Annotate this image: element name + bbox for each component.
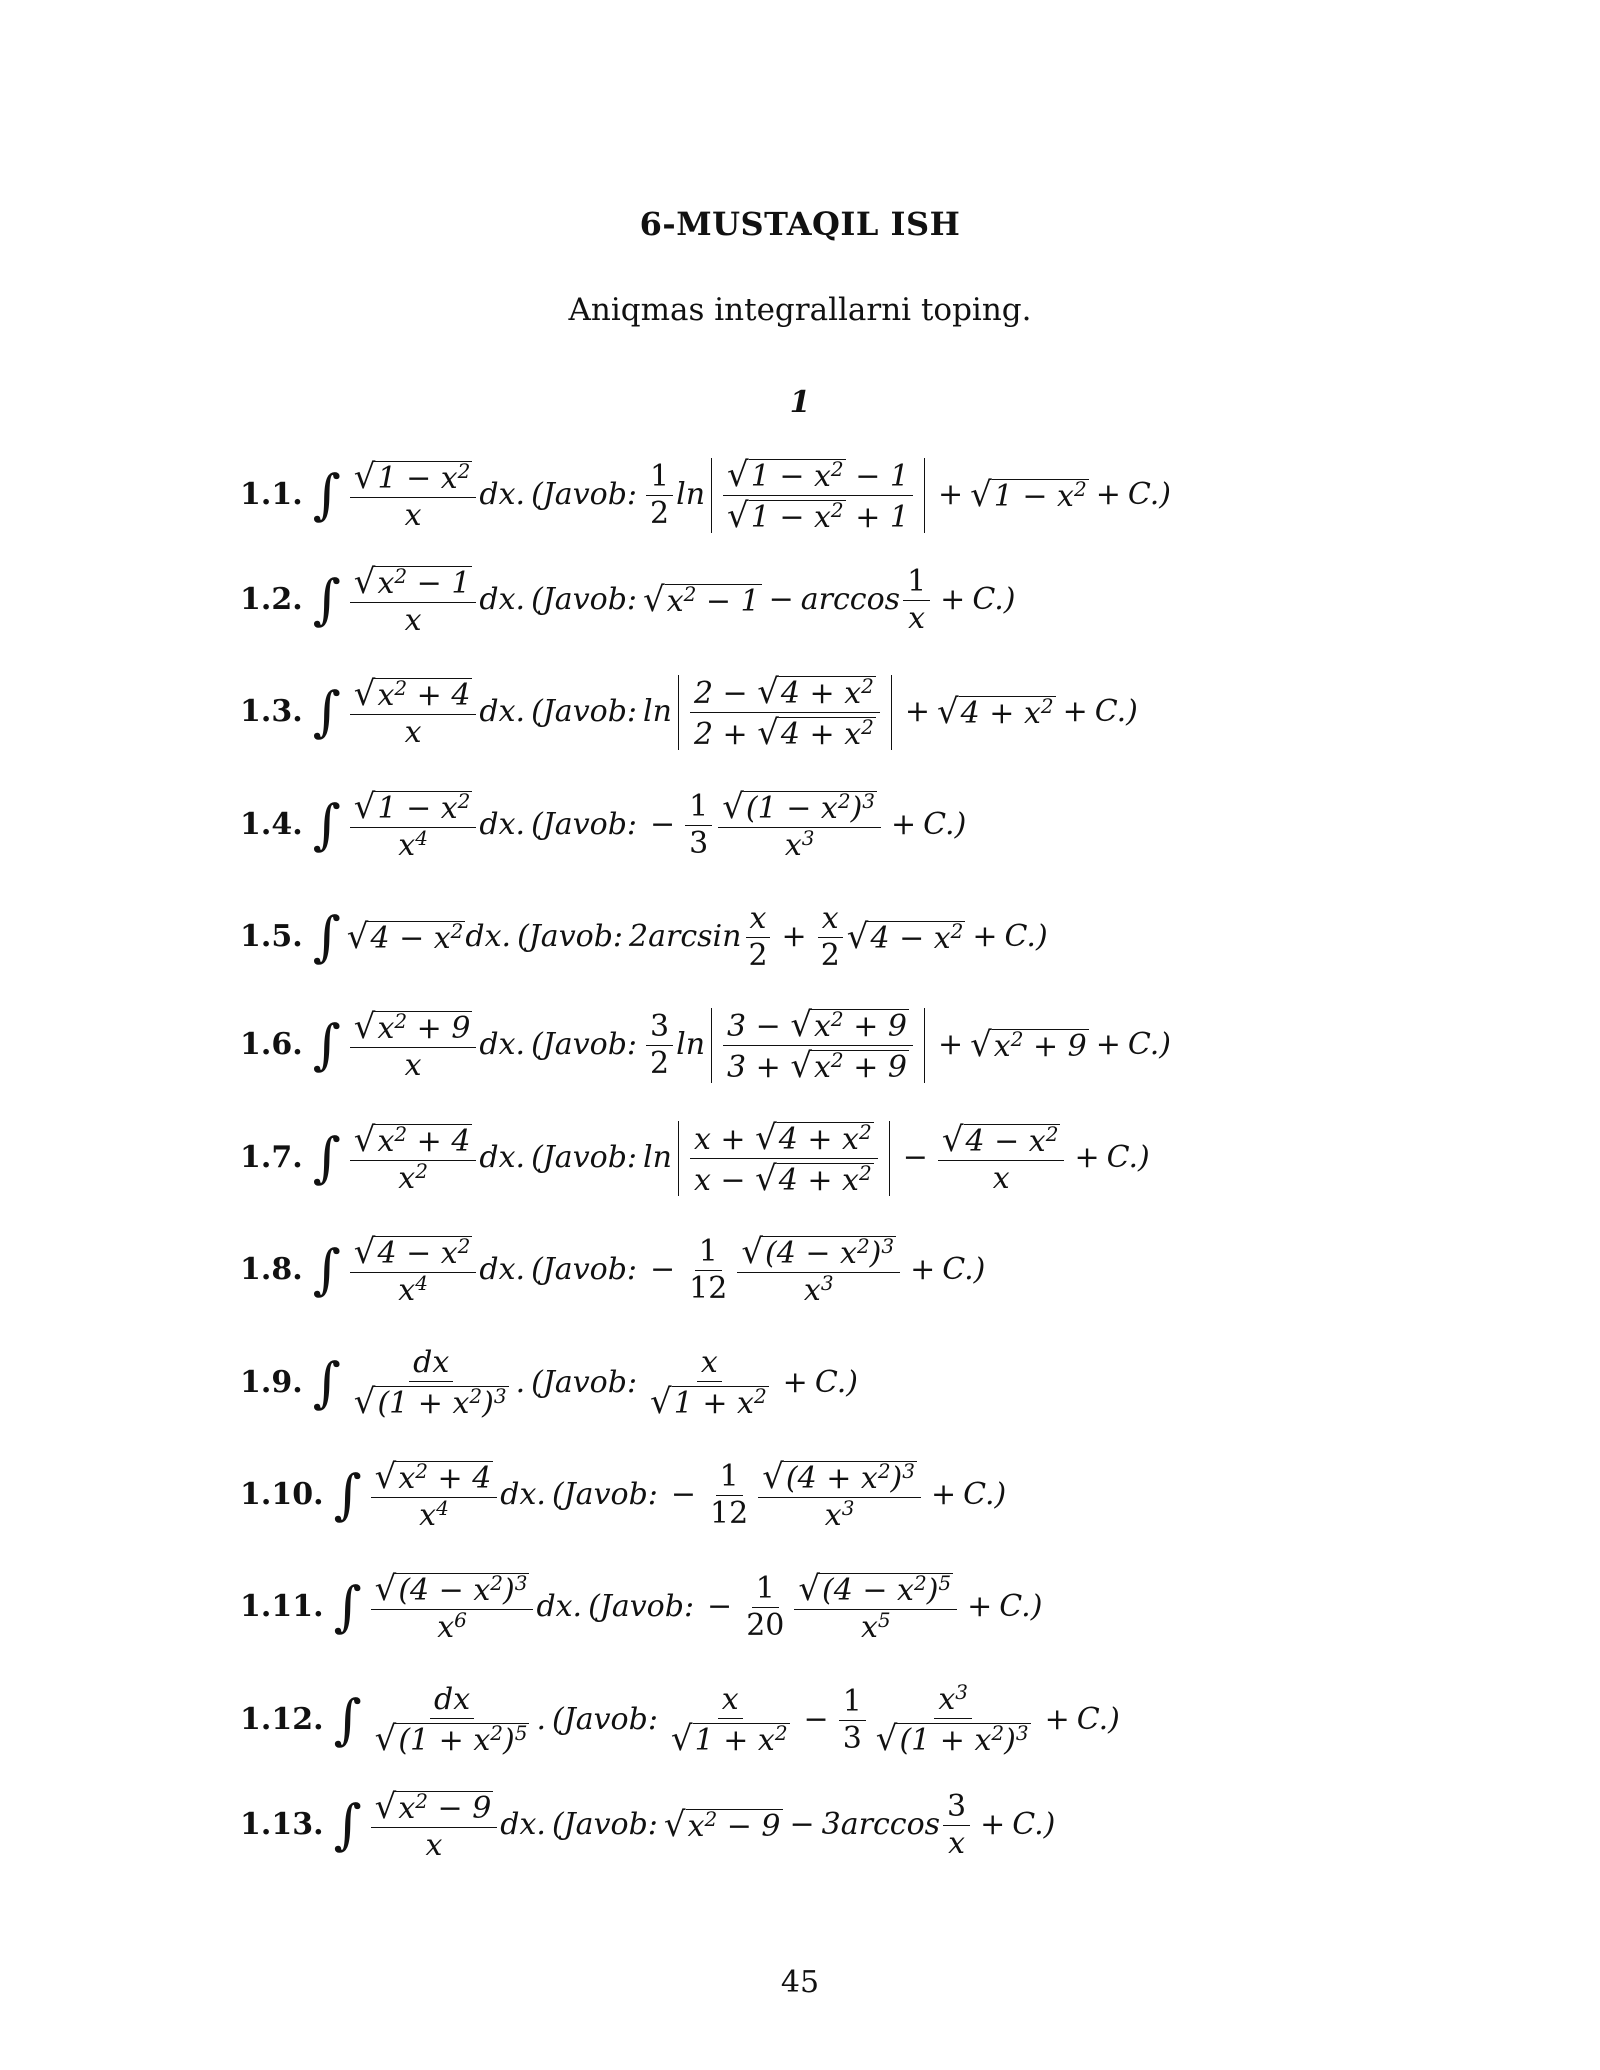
problem-number: 1.9. bbox=[240, 1365, 303, 1400]
integral-expression: ∫ √ $4 - x^2$ dx. (Javob: 2arcsin $\frac{x}{2}$ + $\frac{x}{2}$ √ $4 - x^2$ + C.) bbox=[312, 900, 1048, 973]
integral-expression: ∫ √ $x^2 - 9$ x dx. (Javob: √ $x^2 - 9$ − 3arccos $\frac{3}{x}$ + C.) bbox=[333, 1786, 1056, 1863]
answer-label: (Javob: bbox=[517, 919, 624, 954]
integral-expression: ∫ √ $x^2 + 4$ $x^4$ dx. (Javob: − $\frac{1}{12}$ √ $(4 + x^2)^3$ $x^3$ + C.) bbox=[333, 1456, 1007, 1533]
problem-1-3 bbox=[240, 672, 1138, 752]
problem-number: 1.1. bbox=[240, 477, 303, 512]
problem-1-4 bbox=[240, 785, 966, 865]
integral-expression: ∫ √ $x^2 + 4$ x dx. (Javob: ln 2 − √ $4 + x^2$ 2 + √ $4 + x^2$ + √ $4 + x^2$ + C.) bbox=[312, 671, 1138, 753]
instruction-text: Aniqmas integrallarni toping. bbox=[568, 292, 1032, 328]
problem-number: 1.12. bbox=[240, 1702, 324, 1737]
answer-label: (Javob: bbox=[531, 582, 638, 617]
problem-1-2 bbox=[240, 560, 1015, 640]
problem-1-1 bbox=[240, 455, 1171, 535]
answer-label: (Javob: bbox=[531, 1027, 638, 1062]
problem-1-7 bbox=[240, 1118, 1150, 1198]
answer-label: (Javob: bbox=[531, 1140, 638, 1175]
integral-expression: ∫ √ $1 - x^2$ $x^4$ dx. (Javob: − $\frac{1}{3}$ √ $(1 - x^2)^3$ $x^3$ + C.) bbox=[312, 786, 967, 863]
problem-number: 1.6. bbox=[240, 1027, 303, 1062]
integral-expression: ∫ √ $x^2 - 1$ x dx. (Javob: √ $x^2 - 1$ − arccos $\frac{1}{x}$ + C.) bbox=[312, 561, 1016, 638]
integral-expression: ∫ √ $(4 - x^2)^3$ $x^6$ dx. (Javob: − $\frac{1}{20}$ √ $(4 - x^2)^5$ $x^5$ + C.) bbox=[333, 1568, 1043, 1645]
answer-label: (Javob: bbox=[551, 1702, 658, 1737]
answer-label: (Javob: bbox=[588, 1589, 695, 1624]
problem-number: 1.7. bbox=[240, 1140, 303, 1175]
problem-number: 1.3. bbox=[240, 694, 303, 729]
integral-expression: ∫ dx √ $(1 + x^2)^3$ . (Javob: x √ $1 + x^2$ + C.) bbox=[312, 1344, 858, 1422]
answer-label: (Javob: bbox=[531, 1365, 638, 1400]
problem-number: 1.5. bbox=[240, 919, 303, 954]
problem-number: 1.10. bbox=[240, 1477, 324, 1512]
problem-1-6 bbox=[240, 1005, 1171, 1085]
section-number: 1 bbox=[789, 385, 811, 420]
answer-label: (Javob: bbox=[531, 477, 638, 512]
answer-label: (Javob: bbox=[531, 807, 638, 842]
problem-1-9 bbox=[240, 1343, 858, 1423]
problem-number: 1.2. bbox=[240, 582, 303, 617]
problem-number: 1.13. bbox=[240, 1807, 324, 1842]
page-number: 45 bbox=[780, 1965, 820, 2000]
integral-expression: ∫ √ $1 - x^2$ x dx. (Javob: $\frac{1}{2}$ ln √ $1 - x^2$ − 1 √ $1 - x^2$ + 1 + √ $1 - x^2$ + C.) bbox=[312, 454, 1171, 536]
page-title: 6-MUSTAQIL ISH bbox=[639, 205, 961, 243]
answer-label: (Javob: bbox=[531, 1252, 638, 1287]
problem-1-8 bbox=[240, 1230, 985, 1310]
answer-label: (Javob: bbox=[551, 1477, 658, 1512]
problem-1-13 bbox=[240, 1785, 1055, 1865]
integral-expression: ∫ √ $x^2 + 4$ $x^2$ dx. (Javob: ln x + √ $4 + x^2$ x − √ $4 + x^2$ − √ $4 - x^2$ x + C.) bbox=[312, 1117, 1150, 1199]
problem-1-10 bbox=[240, 1455, 1006, 1535]
integral-expression: ∫ √ $x^2 + 9$ x dx. (Javob: $\frac{3}{2}$ ln 3 − √ $x^2 + 9$ 3 + √ $x^2 + 9$ + √ $x^2 + 9$ + C.) bbox=[312, 1004, 1171, 1086]
problem-1-5 bbox=[240, 897, 1048, 977]
problem-number: 1.11. bbox=[240, 1589, 324, 1624]
problem-1-11 bbox=[240, 1567, 1042, 1647]
integral-expression: ∫ dx √ $(1 + x^2)^5$ . (Javob: x √ $1 + x^2$ − $\frac{1}{3}$ $x^3$ √ $(1 + x^2)^3$ + C.) bbox=[333, 1679, 1120, 1759]
problem-1-12 bbox=[240, 1680, 1120, 1760]
problem-number: 1.4. bbox=[240, 807, 303, 842]
answer-label: (Javob: bbox=[551, 1807, 658, 1842]
answer-label: (Javob: bbox=[531, 694, 638, 729]
integral-expression: ∫ √ $4 - x^2$ $x^4$ dx. (Javob: − $\frac{1}{12}$ √ $(4 - x^2)^3$ $x^3$ + C.) bbox=[312, 1231, 986, 1308]
problem-number: 1.8. bbox=[240, 1252, 303, 1287]
